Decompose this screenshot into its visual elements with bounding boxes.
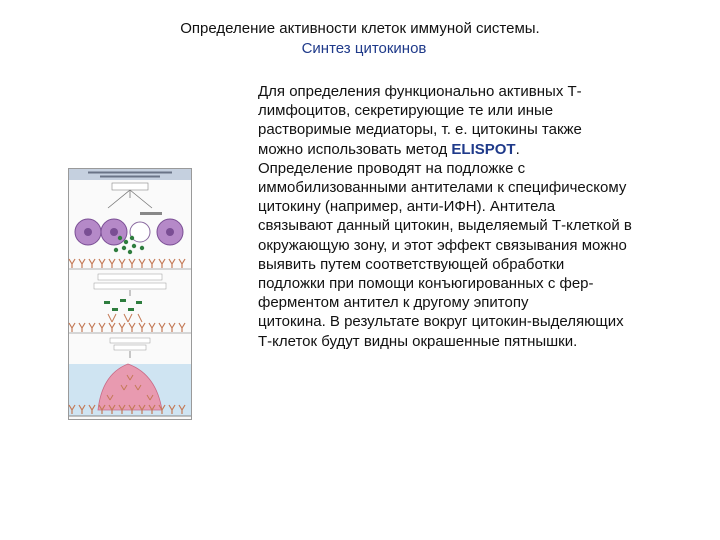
body-line: растворимые медиаторы, т. е. цитокины также [258, 121, 582, 139]
body-line: связывают данный цитокин, выделяемый Т-клеткой в [258, 217, 632, 235]
body-line-text: можно использовать метод [258, 140, 452, 158]
slide-subtitle: Синтез цитокинов [301, 40, 427, 57]
elispot-diagram [68, 168, 192, 420]
method-name: ELISPOT [451, 140, 516, 158]
body-line: Определение проводят на подложке с [258, 159, 526, 177]
body-line: Т-клеток будут видны окрашенные пятнышки. [258, 332, 578, 350]
body-line: иммобилизованными антителами к специфическому [258, 179, 627, 197]
body-line: Для определения функционально активных Т- [258, 83, 582, 100]
step-label-box [112, 183, 148, 190]
body-line: окружающую зону, и этот эффект связывания можно [258, 236, 627, 254]
body-line [258, 140, 716, 159]
slide-body [258, 82, 716, 351]
body-line: ферментом антител к другому эпитопу [258, 294, 529, 312]
slide-title: Определение активности клеток иммуной системы. [180, 20, 540, 37]
body-line: подложки при помощи конъюгированных с фер- [258, 275, 594, 293]
method-suffix: . [515, 140, 520, 158]
diagram-header [69, 169, 191, 180]
step-label-box [110, 338, 150, 343]
body-line: цитокину (например, анти-ИФН). Антитела [258, 198, 556, 216]
body-line: лимфоцитов, секретирующие те или иные [258, 102, 554, 120]
body-line: выявить путем соответствующей обработки [258, 255, 565, 273]
step-label-box [98, 274, 162, 280]
body-line: цитокина. В результате вокруг цитокин-выделяющих [258, 313, 624, 331]
